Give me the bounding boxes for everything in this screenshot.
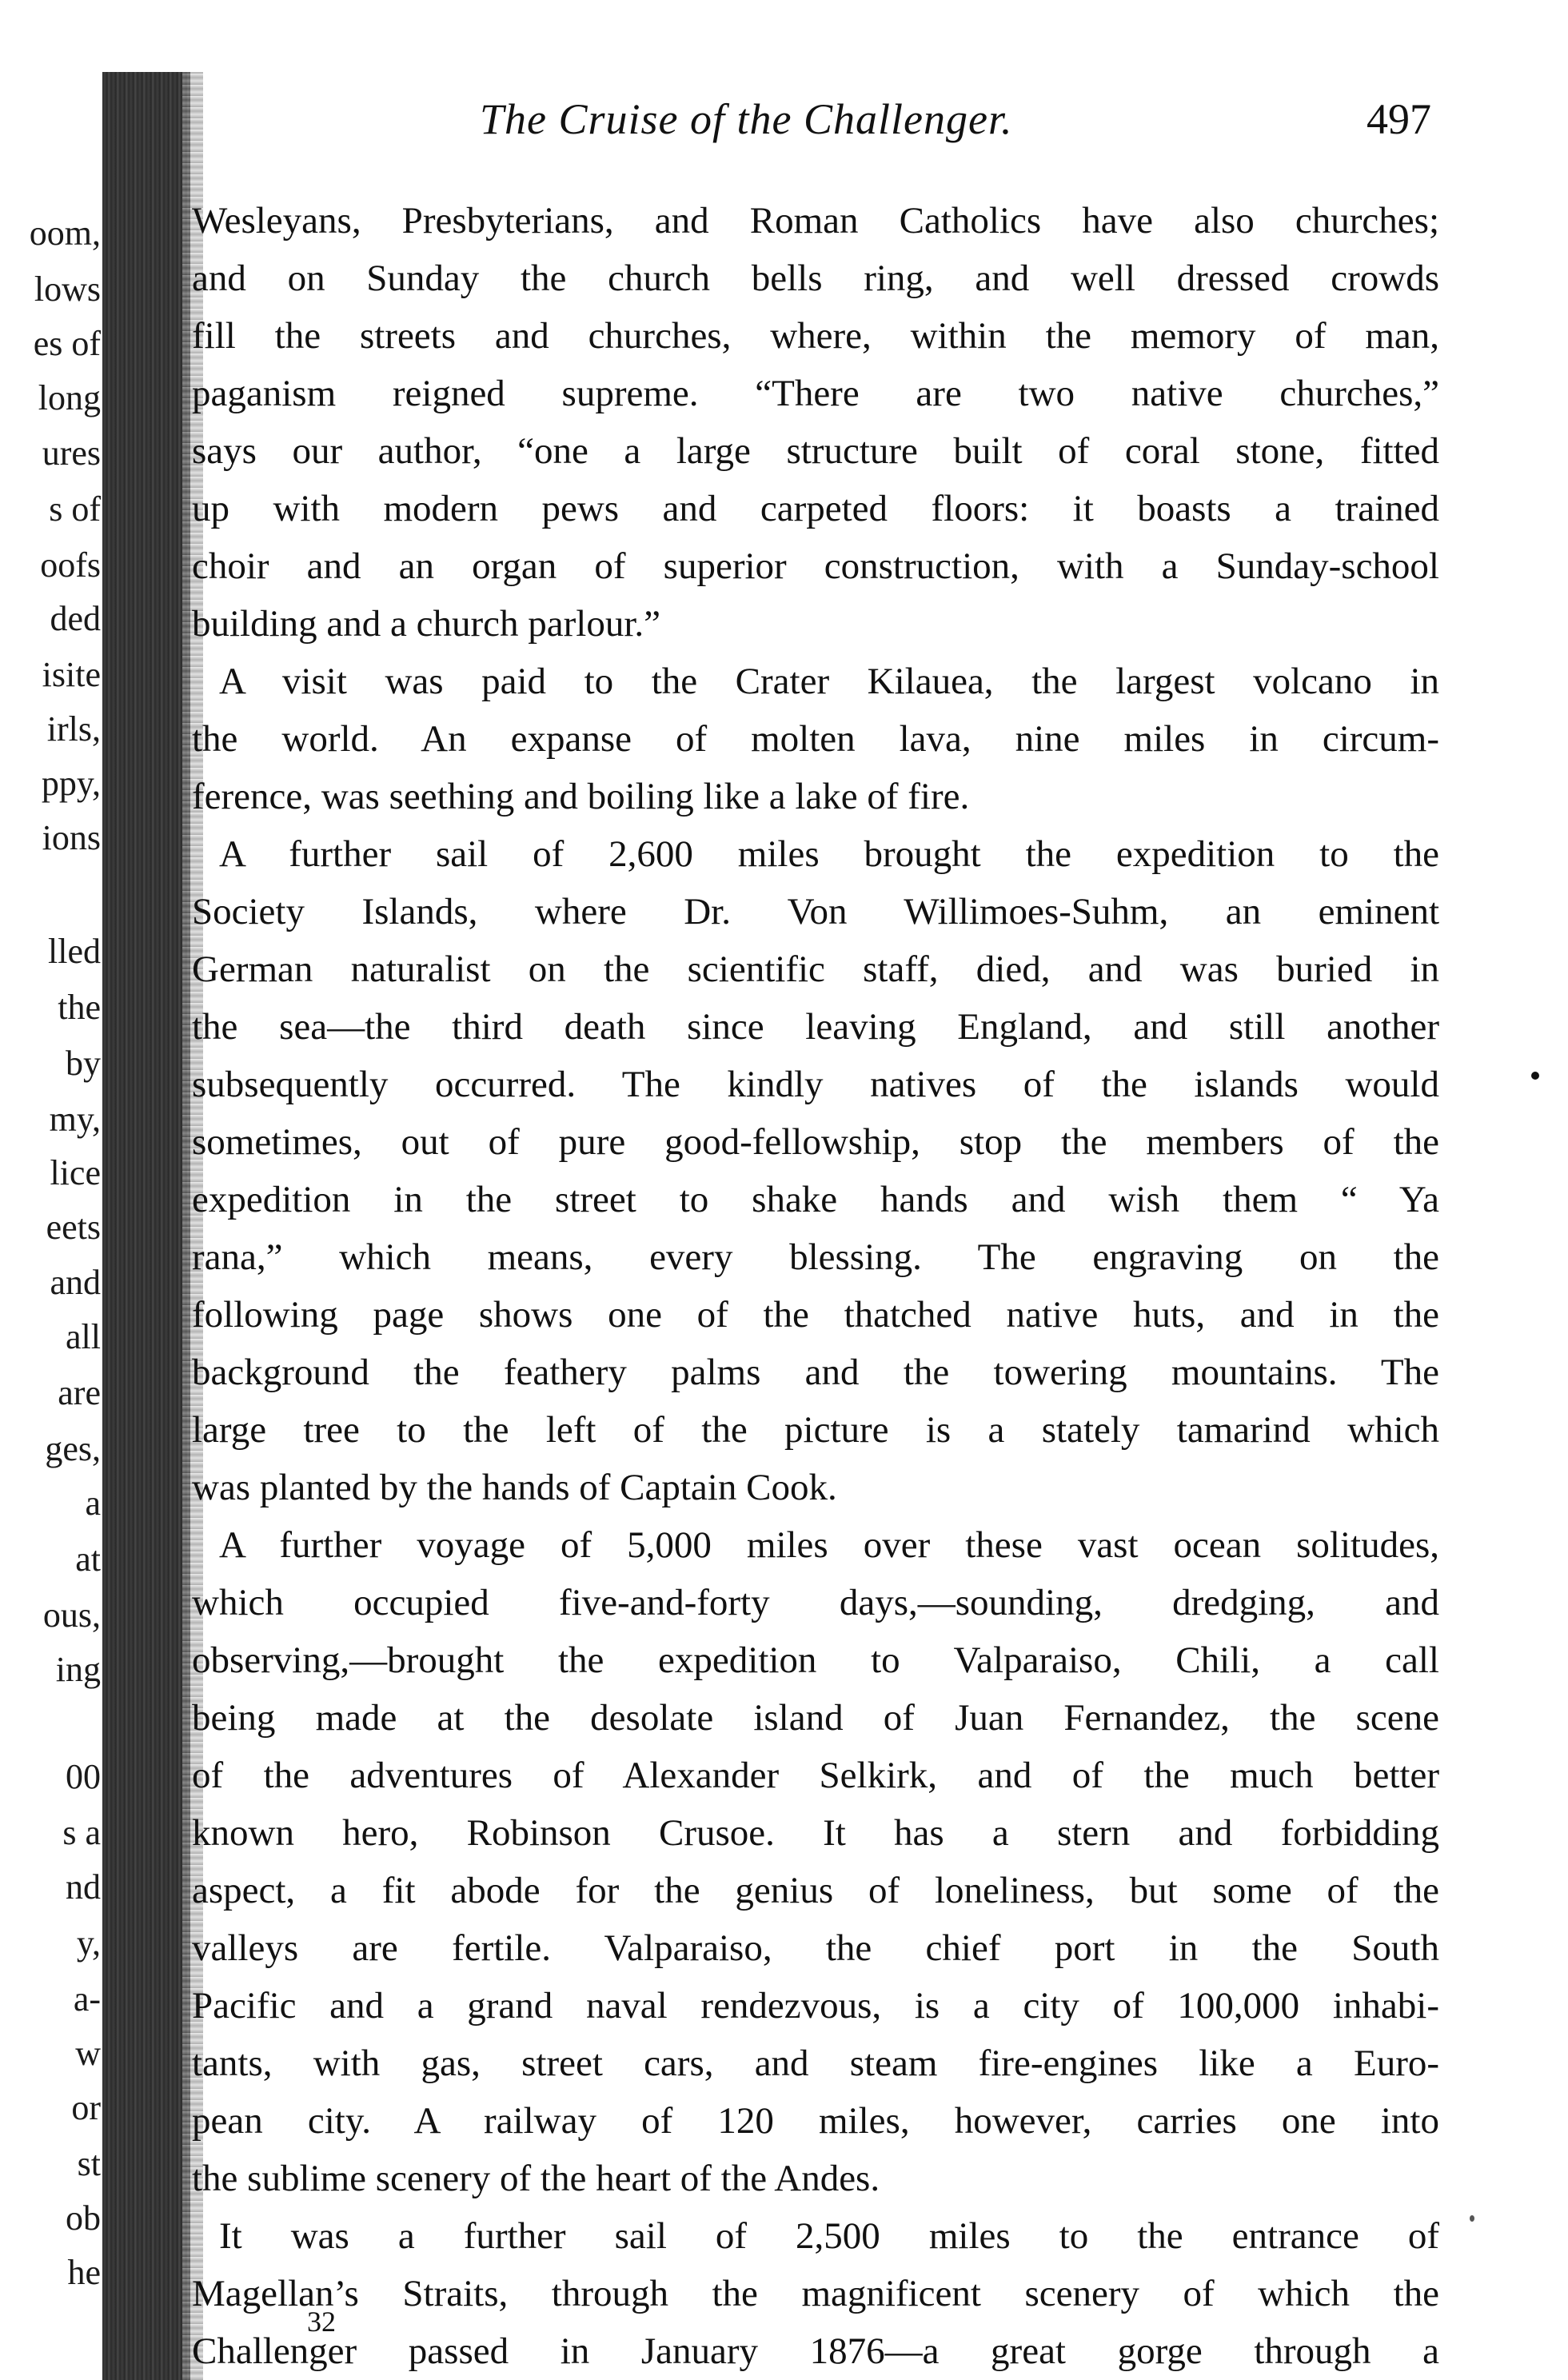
margin-fragment: and — [50, 1263, 101, 1302]
ink-speck — [1531, 1072, 1539, 1080]
body-text — [192, 192, 1439, 2380]
margin-fragment: 00 — [66, 1757, 101, 1796]
margin-fragment: by — [66, 1044, 101, 1083]
margin-fragment: lows — [34, 270, 101, 309]
margin-fragment: es of — [33, 324, 101, 363]
margin-fragment: y, — [76, 1923, 101, 1963]
text-line: pean city. A railway of 120 miles, however, carries one into — [192, 2100, 1439, 2142]
text-line: sometimes, out of pure good-fellowship, stop the members of the — [192, 1121, 1439, 1163]
margin-fragment: lled — [48, 932, 101, 971]
margin-fragment: ing — [55, 1650, 101, 1689]
text-line: subsequently occurred. The kindly natives of the islands would — [192, 1064, 1439, 1105]
margin-fragment: long — [38, 378, 101, 417]
text-line: aspect, a fit abode for the genius of loneliness, but some of the — [192, 1870, 1439, 1911]
margin-fragment: ppy, — [41, 764, 101, 803]
margin-fragment: nd — [66, 1867, 101, 1907]
text-line: rana,” which means, every blessing. The engraving on the — [192, 1236, 1439, 1278]
text-line: and on Sunday the church bells ring, and well dressed crowds — [192, 258, 1439, 299]
text-line: observing,—brought the expedition to Valparaiso, Chili, a call — [192, 1639, 1439, 1681]
text-line: being made at the desolate island of Juan Fernandez, the scene — [192, 1697, 1439, 1739]
text-line: paganism reigned supreme. “There are two native churches,” — [192, 373, 1439, 414]
text-line: Society Islands, where Dr. Von Willimoes-Suhm, an eminent — [192, 891, 1439, 932]
text-line: up with modern pews and carpeted floors: it boasts a trained — [192, 488, 1439, 529]
binding-gutter — [102, 72, 190, 2380]
margin-fragment: oom, — [29, 214, 101, 253]
margin-fragment: at — [75, 1539, 101, 1579]
margin-fragment: ob — [66, 2198, 101, 2238]
margin-fragment: ous, — [42, 1595, 101, 1635]
text-line: German naturalist on the scientific staff, died, and was buried in — [192, 948, 1439, 990]
margin-fragment: or — [71, 2088, 101, 2127]
text-line: says our author, “one a large structure built of coral stone, fitted — [192, 430, 1439, 472]
text-line: known hero, Robinson Crusoe. It has a stern and forbidding — [192, 1812, 1439, 1854]
text-line: following page shows one of the thatched native huts, and in the — [192, 1294, 1439, 1336]
text-line: expedition in the street to shake hands and wish them “ Ya — [192, 1179, 1439, 1220]
ink-speck — [1470, 2215, 1474, 2222]
signature-mark: 32 — [307, 2306, 336, 2338]
text-line: ference, was seething and boiling like a lake of fire. — [192, 776, 970, 817]
margin-fragment: isite — [42, 655, 101, 694]
page-number: 497 — [1367, 95, 1431, 143]
margin-fragment: a- — [73, 1979, 101, 2019]
margin-fragment: ded — [50, 599, 101, 638]
text-line: of the adventures of Alexander Selkirk, and of the much better — [192, 1755, 1439, 1796]
margin-fragment: all — [66, 1317, 101, 1356]
text-line: background the feathery palms and the towering mountains. The — [192, 1352, 1439, 1393]
text-line: Wesleyans, Presbyterians, and Roman Catholics have also churches; — [192, 200, 1439, 242]
text-line: which occupied five-and-forty days,—sounding, dredging, and — [192, 1582, 1439, 1623]
text-line: Magellan’s Straits, through the magnificent scenery of which the — [192, 2273, 1439, 2314]
margin-fragment: w — [75, 2034, 101, 2073]
previous-page-fragment — [0, 0, 106, 2380]
text-line: choir and an organ of superior construction, with a Sunday-school — [192, 545, 1439, 587]
text-line: large tree to the left of the picture is a stately tamarind which — [192, 1409, 1439, 1451]
margin-fragment: lice — [50, 1153, 101, 1192]
text-line: the sublime scenery of the heart of the Andes. — [192, 2158, 880, 2199]
text-line: Pacific and a grand naval rendezvous, is a city of 100,000 inhabi- — [192, 1985, 1439, 2027]
text-line: It was a further sail of 2,500 miles to the entrance of — [219, 2215, 1439, 2257]
text-line: A further voyage of 5,000 miles over these vast ocean solitudes, — [219, 1524, 1439, 1566]
margin-fragment: a — [85, 1484, 101, 1523]
margin-fragment: my, — [49, 1100, 101, 1139]
text-line: Challenger passed in January 1876—a great gorge through a — [192, 2330, 1439, 2372]
margin-fragment: he — [67, 2253, 101, 2292]
text-line: tants, with gas, street cars, and steam fire-engines like a Euro- — [192, 2043, 1439, 2084]
margin-fragment: ions — [42, 818, 101, 857]
margin-fragment: st — [77, 2144, 101, 2183]
text-line: was planted by the hands of Captain Cook. — [192, 1467, 837, 1508]
text-line: A further sail of 2,600 miles brought the expedition to the — [219, 833, 1439, 875]
margin-fragment: s of — [49, 489, 101, 529]
margin-fragment: ures — [42, 433, 101, 473]
margin-fragment: s a — [62, 1813, 101, 1852]
text-line: building and a church parlour.” — [192, 603, 661, 645]
running-title: The Cruise of the Challenger. — [480, 95, 1013, 143]
margin-fragment: oofs — [40, 545, 101, 585]
text-line: fill the streets and churches, where, within the memory of man, — [192, 315, 1439, 357]
margin-fragment: eets — [46, 1208, 101, 1247]
margin-fragment: the — [58, 988, 101, 1027]
text-line: the sea—the third death since leaving England, and still another — [192, 1006, 1439, 1048]
margin-fragment: irls, — [46, 709, 101, 749]
text-line: the world. An expanse of molten lava, nine miles in circum- — [192, 718, 1439, 760]
margin-fragment: ges, — [45, 1429, 101, 1468]
text-line: valleys are fertile. Valparaiso, the chief port in the South — [192, 1927, 1439, 1969]
text-line: A visit was paid to the Crater Kilauea, the largest volcano in — [219, 661, 1439, 702]
page-header — [480, 94, 1431, 158]
margin-fragment: are — [58, 1373, 101, 1412]
